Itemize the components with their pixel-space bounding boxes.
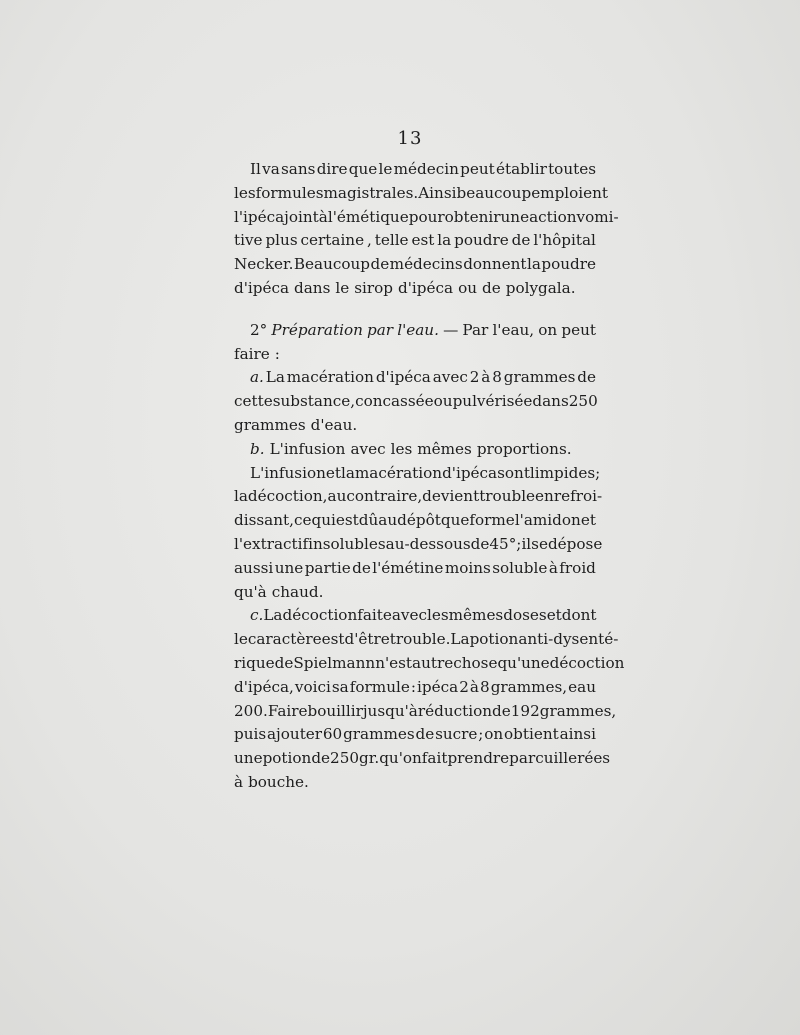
text-line — [234, 253, 596, 277]
text-line — [234, 182, 609, 206]
text-line — [234, 557, 596, 581]
text-line — [234, 438, 596, 462]
word: bouche. — [248, 772, 309, 791]
word: La — [263, 606, 283, 625]
word: ainsi — [559, 725, 596, 744]
word: décoction — [549, 653, 625, 672]
word: de — [274, 653, 294, 672]
word: b. — [250, 439, 265, 458]
word: et — [325, 463, 341, 482]
word: voici — [294, 677, 331, 696]
word: avec — [350, 439, 386, 458]
word: sans — [281, 160, 316, 178]
word: formules — [255, 183, 324, 202]
word: va — [262, 160, 280, 178]
text-line — [234, 414, 596, 438]
word: au — [327, 487, 347, 506]
word: limpides — [529, 463, 596, 482]
word: 250 — [330, 749, 360, 768]
word: proportions. — [476, 439, 572, 458]
word: joint — [284, 207, 319, 226]
word: est — [321, 630, 345, 649]
word: peut — [460, 160, 495, 178]
word: ipéca — [417, 677, 459, 696]
text-line — [234, 700, 617, 724]
word: Necker. — [234, 255, 294, 274]
text-line — [234, 229, 596, 253]
word: L'infusion — [269, 439, 346, 458]
word: d'être — [344, 630, 390, 649]
word: sirop — [354, 278, 394, 297]
word: Spielmann — [293, 653, 376, 672]
word: à — [234, 772, 244, 791]
text-line — [234, 652, 625, 676]
word: partie — [304, 558, 351, 577]
word: ; — [595, 463, 601, 482]
word: prendre — [447, 749, 510, 768]
word: fait — [421, 749, 448, 768]
word: grammes, — [490, 677, 568, 696]
word: magistrales. — [323, 183, 419, 202]
word: grammes — [343, 725, 415, 744]
word: bouillir — [307, 701, 363, 720]
word: dans — [532, 392, 569, 411]
word: devient — [422, 487, 480, 506]
word: potion — [469, 630, 519, 649]
paragraph-gap — [234, 301, 596, 319]
word: 2° — [250, 320, 268, 339]
word: qui — [311, 511, 336, 530]
word: par — [509, 749, 536, 768]
word: plus — [265, 231, 298, 250]
word: d'ipéca — [375, 368, 431, 387]
word: le — [378, 160, 393, 178]
word: cette — [234, 392, 273, 411]
word: eau — [568, 677, 596, 696]
word: les — [427, 606, 449, 625]
word: sa — [331, 677, 349, 696]
word: le — [335, 278, 350, 297]
word: 2 — [469, 368, 480, 387]
word: faite — [357, 606, 392, 625]
word: , — [350, 392, 356, 411]
word: vomi- — [576, 207, 619, 226]
word: caractère — [247, 630, 322, 649]
word: établir — [495, 160, 547, 178]
word: par — [367, 320, 394, 339]
text-line — [234, 319, 596, 343]
word: 2 — [459, 677, 469, 696]
word: anti-dysenté- — [518, 630, 619, 649]
word: potion — [262, 749, 312, 768]
word: grammes — [503, 368, 576, 387]
word: tive — [234, 231, 263, 250]
word: : — [274, 344, 280, 363]
word: mêmes — [448, 606, 504, 625]
word: d'ipéca — [234, 278, 290, 297]
text-line — [234, 158, 596, 182]
word: on — [484, 725, 504, 744]
word: médecin — [393, 160, 459, 178]
word: polygala. — [505, 278, 576, 297]
word: dans — [294, 278, 331, 297]
word: gr. — [359, 749, 380, 768]
word: — — [443, 320, 459, 339]
word: aussi — [234, 558, 274, 577]
text-line — [234, 343, 596, 367]
word: dû — [358, 511, 379, 530]
word: 250 — [568, 392, 598, 411]
word: grammes — [234, 415, 306, 434]
word: médecins — [389, 255, 463, 274]
word: se — [531, 534, 548, 553]
word: avec — [432, 368, 468, 387]
word: décoction, — [247, 487, 328, 506]
word: chose — [453, 653, 498, 672]
text-line — [234, 771, 596, 795]
word: la — [340, 463, 355, 482]
word: substance — [272, 392, 351, 411]
word: sont — [497, 463, 530, 482]
word: l'eau, — [492, 320, 535, 339]
word: pour — [408, 207, 445, 226]
word: formule — [349, 677, 410, 696]
word: peut — [561, 320, 596, 339]
word: de — [415, 725, 435, 744]
text-line — [234, 676, 596, 700]
word: obtenir — [444, 207, 501, 226]
word: trouble. — [389, 630, 451, 649]
text-line — [234, 206, 619, 230]
word: l'eau. — [397, 320, 439, 339]
word: soluble — [492, 558, 548, 577]
word: telle — [374, 231, 409, 250]
word: à — [481, 368, 491, 387]
text-line — [234, 604, 596, 628]
word: avec — [391, 606, 428, 625]
word: qu'une — [497, 653, 550, 672]
word: et — [546, 606, 562, 625]
word: refroi- — [553, 487, 603, 506]
word: est — [411, 231, 435, 250]
word: action — [529, 207, 577, 226]
word: en — [535, 487, 554, 506]
word: est — [335, 511, 359, 530]
word: rique — [234, 653, 275, 672]
word: : — [410, 677, 416, 696]
word: poudre — [454, 231, 509, 250]
word: 8 — [492, 368, 502, 387]
word: de — [577, 368, 596, 387]
word: ajouter — [267, 725, 323, 744]
word: une — [274, 558, 304, 577]
word: insolubles — [308, 534, 386, 553]
word: puis — [234, 725, 267, 744]
word: doses — [503, 606, 547, 625]
word: macération — [354, 463, 443, 482]
word: à — [469, 677, 479, 696]
word: d'ipéca, — [234, 677, 294, 696]
word: jusqu'à — [362, 701, 418, 720]
word: sucre — [435, 725, 478, 744]
word: 60 — [322, 725, 343, 744]
text-line — [234, 462, 601, 486]
word: 200. — [234, 701, 268, 720]
word: toutes — [548, 160, 596, 178]
word: poudre — [541, 255, 596, 274]
page-number: 13 — [397, 128, 423, 149]
word: la — [234, 487, 248, 506]
text-line — [234, 509, 596, 533]
word: Beaucoup — [293, 255, 371, 274]
word: d'eau. — [310, 415, 358, 434]
word: la — [437, 231, 452, 250]
word: que — [348, 160, 378, 178]
word: dépôt — [397, 511, 441, 530]
word: les — [234, 183, 256, 202]
text-line — [234, 581, 596, 605]
text-line — [234, 747, 611, 771]
word: 192 — [510, 701, 540, 720]
text-line — [234, 628, 619, 652]
word: a. — [250, 368, 264, 387]
word: macération — [286, 368, 374, 387]
word: les — [390, 439, 413, 458]
word: ou — [458, 278, 477, 297]
word: Il — [250, 160, 261, 178]
word: la — [526, 255, 541, 274]
word: grammes, — [539, 701, 617, 720]
word: au-dessous — [385, 534, 471, 553]
word: faire — [234, 344, 270, 363]
word: L'infusion — [250, 463, 326, 482]
text-line — [234, 390, 596, 414]
word: l'extractif — [234, 534, 309, 553]
body-text — [234, 158, 625, 795]
word: de — [311, 749, 331, 768]
word: dépose — [547, 534, 603, 553]
word: une — [234, 749, 263, 768]
word: mêmes — [417, 439, 472, 458]
word: dire — [316, 160, 348, 178]
text-line — [234, 533, 603, 557]
word: une — [500, 207, 530, 226]
word: de — [492, 701, 511, 720]
word: qu'on — [379, 749, 422, 768]
word: ; — [478, 725, 484, 744]
word: dont — [561, 606, 597, 625]
word: l'ipéca — [234, 207, 285, 226]
text-line — [234, 723, 596, 747]
text-line — [234, 277, 596, 301]
word: dissant, — [234, 511, 294, 530]
word: chaud. — [271, 582, 324, 601]
word: La — [450, 630, 470, 649]
word: froid — [559, 558, 596, 577]
text-line — [234, 485, 603, 509]
word: réduction — [417, 701, 493, 720]
word: trouble — [479, 487, 536, 506]
word: La — [265, 368, 285, 387]
word: Ainsi — [418, 183, 457, 202]
word: qu'à — [234, 582, 267, 601]
word: de — [352, 558, 371, 577]
word: donnent — [463, 255, 527, 274]
word: Faire — [267, 701, 308, 720]
word: de — [482, 278, 501, 297]
word: que — [440, 511, 470, 530]
word: 8 — [479, 677, 490, 696]
word: le — [234, 630, 248, 649]
word: et — [580, 511, 596, 530]
word: beaucoup — [456, 183, 532, 202]
word: cuillerées — [535, 749, 611, 768]
word: de — [470, 534, 490, 553]
word: contraire, — [346, 487, 423, 506]
word: Préparation — [271, 320, 363, 339]
word: emploient — [531, 183, 609, 202]
text-line — [234, 366, 596, 390]
word: Par — [462, 320, 489, 339]
word: ou — [433, 392, 453, 411]
word: certaine — [300, 231, 365, 250]
word: forme — [469, 511, 515, 530]
word: à — [548, 558, 558, 577]
word: c. — [250, 606, 264, 625]
word: l'amidon — [514, 511, 581, 530]
word: à — [318, 207, 328, 226]
word: l'émétine — [372, 558, 444, 577]
word: concassée — [355, 392, 434, 411]
word: de — [511, 231, 531, 250]
word: au — [378, 511, 398, 530]
word: n'est — [375, 653, 413, 672]
word: il — [521, 534, 532, 553]
word: obtient — [504, 725, 559, 744]
word: pulvérisée — [452, 392, 533, 411]
word: l'émétique — [327, 207, 409, 226]
word: de — [370, 255, 390, 274]
word: d'ipéca — [398, 278, 454, 297]
word: décoction — [282, 606, 358, 625]
word: autre — [412, 653, 454, 672]
word: d'ipéca — [442, 463, 498, 482]
word: on — [538, 320, 558, 339]
word: ce — [293, 511, 312, 530]
word: moins — [444, 558, 491, 577]
word: l'hôpital — [533, 231, 596, 250]
word: , — [367, 231, 372, 250]
word: 45°; — [489, 534, 522, 553]
